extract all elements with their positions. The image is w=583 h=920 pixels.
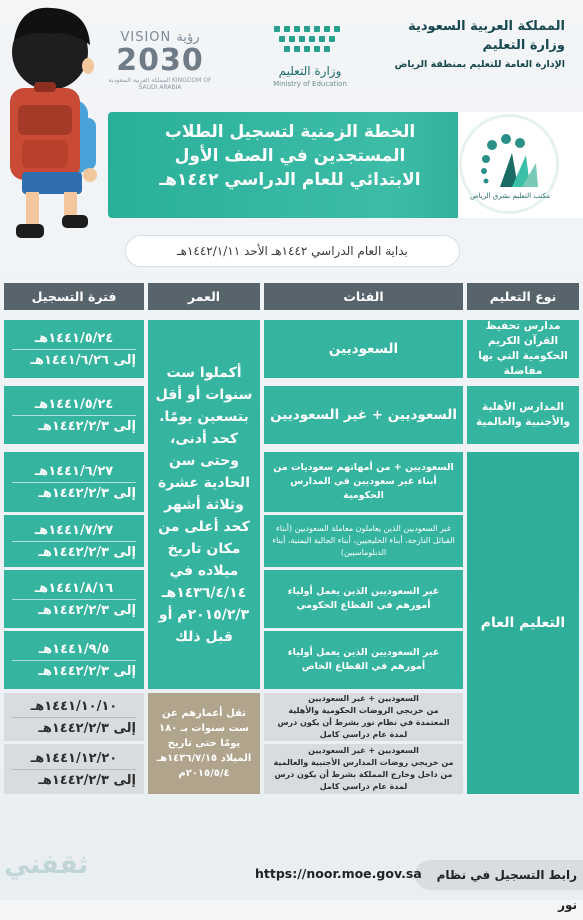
ministry-name-ar: وزارة التعليم [278, 64, 342, 78]
category-foreign-kindergarten [264, 744, 463, 794]
government-header [385, 18, 565, 72]
period-from: ١٤٤١/٦/٢٧هـ [34, 463, 114, 479]
period-to: إلى ١٤٤٢/٢/٣هـ [38, 485, 136, 501]
header-age: العمر [148, 283, 260, 310]
noor-link[interactable]: https://noor.moe.gov.sa [255, 866, 422, 881]
header-registration-period: فترة التسجيل [4, 283, 144, 310]
period-to: إلى ١٤٤١/٦/٢٦هـ [30, 352, 136, 368]
period-row-4 [4, 515, 144, 567]
type-general-education: التعليم العام [467, 452, 579, 794]
vision-subtitle: المملكة العربية السعودية KINGDOM OF SAUDI ARABIA [108, 77, 212, 91]
period-to: إلى ١٤٤٢/٢/٣هـ [38, 720, 136, 736]
period-to: إلى ١٤٤٢/٢/٣هـ [38, 663, 136, 679]
category-government-sector: غير السعوديين الذين يعمل أولياء أمورهم في القطاع الحكومي [264, 570, 463, 628]
type-quran-schools: مدارس تحفيظ القرآن الكريم الحكومية التي بها مفاضلة [467, 320, 579, 378]
period-to: إلى ١٤٤٢/٢/٣هـ [38, 602, 136, 618]
category-fkg-body: من خريجي روضات المدارس الأجنبية والعالمية من داخل وخارج المملكة بشرط أن يكون درس لمدة عام دراسي كامل [273, 758, 454, 791]
age-requirement-kindergarten: تقل أعمارهم عن ست سنوات بـ ١٨٠ يومًا حتى تاريخ الميلاد ١٤٣٦/٧/١٥هـ ٢٠١٥/٥/٤م [148, 693, 260, 794]
title-line-2: المستجدين في الصف الأول [174, 146, 406, 166]
vision-caption: VISION رؤية [120, 30, 200, 45]
page-title [120, 120, 460, 192]
period-from: ١٤٤١/٩/٥هـ [38, 641, 110, 657]
period-row-5 [4, 570, 144, 628]
category-private-sector: غير السعوديين الذين يعمل أولياء أمورهم في القطاع الخاص [264, 631, 463, 689]
period-from: ١٤٤١/٥/٢٤هـ [34, 396, 114, 412]
period-from: ١٤٤١/١٠/١٠هـ [30, 698, 118, 714]
type-private-schools: المدارس الأهلية والأجنبية والعالمية [467, 386, 579, 444]
header-education-type: نوع التعليم [467, 283, 579, 310]
category-saudis: السعوديين [264, 320, 463, 378]
ministry-logo [245, 22, 375, 92]
age-requirement-main: أكملوا ست سنوات أو أقل بتسعين يومًا. كحد أدنى، وحتى سن الحادية عشرة وثلاثة أشهر كحد أعلى من مكان تاريخ ميلاده في ١٤٣٦/٤/١٤هـ ٢٠١٥/٢/٣م أو قبل ذلك [148, 320, 260, 689]
period-from: ١٤٤١/٥/٢٤هـ [34, 330, 114, 346]
category-saudi-mothers: السعوديين + من أمهاتهم سعوديات من أبناء غير سعوديين في المدارس الحكومية [264, 452, 463, 512]
period-row-7 [4, 693, 144, 741]
category-kg-body: من خريجي الروضات الحكومية والأهلية المعتمدة في نظام نور بشرط أن يكون درس لمدة عام دراسي كامل [277, 706, 450, 739]
site-watermark: ثقفني [4, 850, 89, 880]
school-year-start: بداية العام الدراسي ١٤٤٢هـ الأحد ١٤٤٢/١/١١هـ [125, 235, 460, 267]
title-line-1: الخطة الزمنية لتسجيل الطلاب [164, 122, 416, 142]
category-treated-as-saudis: غير السعوديين الذين يعاملون معاملة السعوديين (أبناء القبائل النازحة، أبناء الخليجيين، أبناء الجالية اليمنية، أبناء الدبلوماسيين) [264, 515, 463, 567]
admin-name: الإدارة العامة للتعليم بمنطقة الرياض [394, 59, 565, 70]
ministry-name-en: Ministry of Education [273, 80, 347, 88]
title-line-3: الابتدائي للعام الدراسي ١٤٤٢هـ [159, 170, 421, 190]
vision-2030-logo [100, 30, 220, 100]
period-row-1 [4, 320, 144, 378]
period-row-3 [4, 452, 144, 512]
kingdom-name: المملكة العربية السعودية [408, 19, 565, 34]
period-row-8 [4, 744, 144, 794]
student-illustration [0, 0, 110, 245]
category-saudis-non-saudis: السعوديين + غير السعوديين [264, 386, 463, 444]
ministry-name: وزارة التعليم [482, 38, 565, 53]
category-kindergarten-graduates [264, 693, 463, 741]
period-to: إلى ١٤٤٢/٢/٣هـ [38, 772, 136, 788]
period-from: ١٤٤١/٨/١٦هـ [34, 580, 114, 596]
vision-year: 2030 [116, 43, 204, 78]
period-to: إلى ١٤٤٢/٢/٣هـ [38, 544, 136, 560]
header-categories: الفئات [264, 283, 463, 310]
period-row-2 [4, 386, 144, 444]
period-from: ١٤٤١/١٢/٢٠هـ [30, 750, 118, 766]
category-kg-title: السعوديين + غير السعوديين [308, 694, 419, 703]
ministry-emblem-icon [270, 22, 350, 56]
category-fkg-title: السعوديين + غير السعوديين [308, 746, 419, 755]
period-row-6 [4, 631, 144, 689]
registration-link-label: رابط التسجيل في نظام نور [415, 860, 583, 890]
period-from: ١٤٤١/٧/٢٧هـ [34, 522, 114, 538]
period-to: إلى ١٤٤٢/٢/٣هـ [38, 418, 136, 434]
office-label: مكتب التعليم بشرق الرياض [470, 192, 550, 200]
